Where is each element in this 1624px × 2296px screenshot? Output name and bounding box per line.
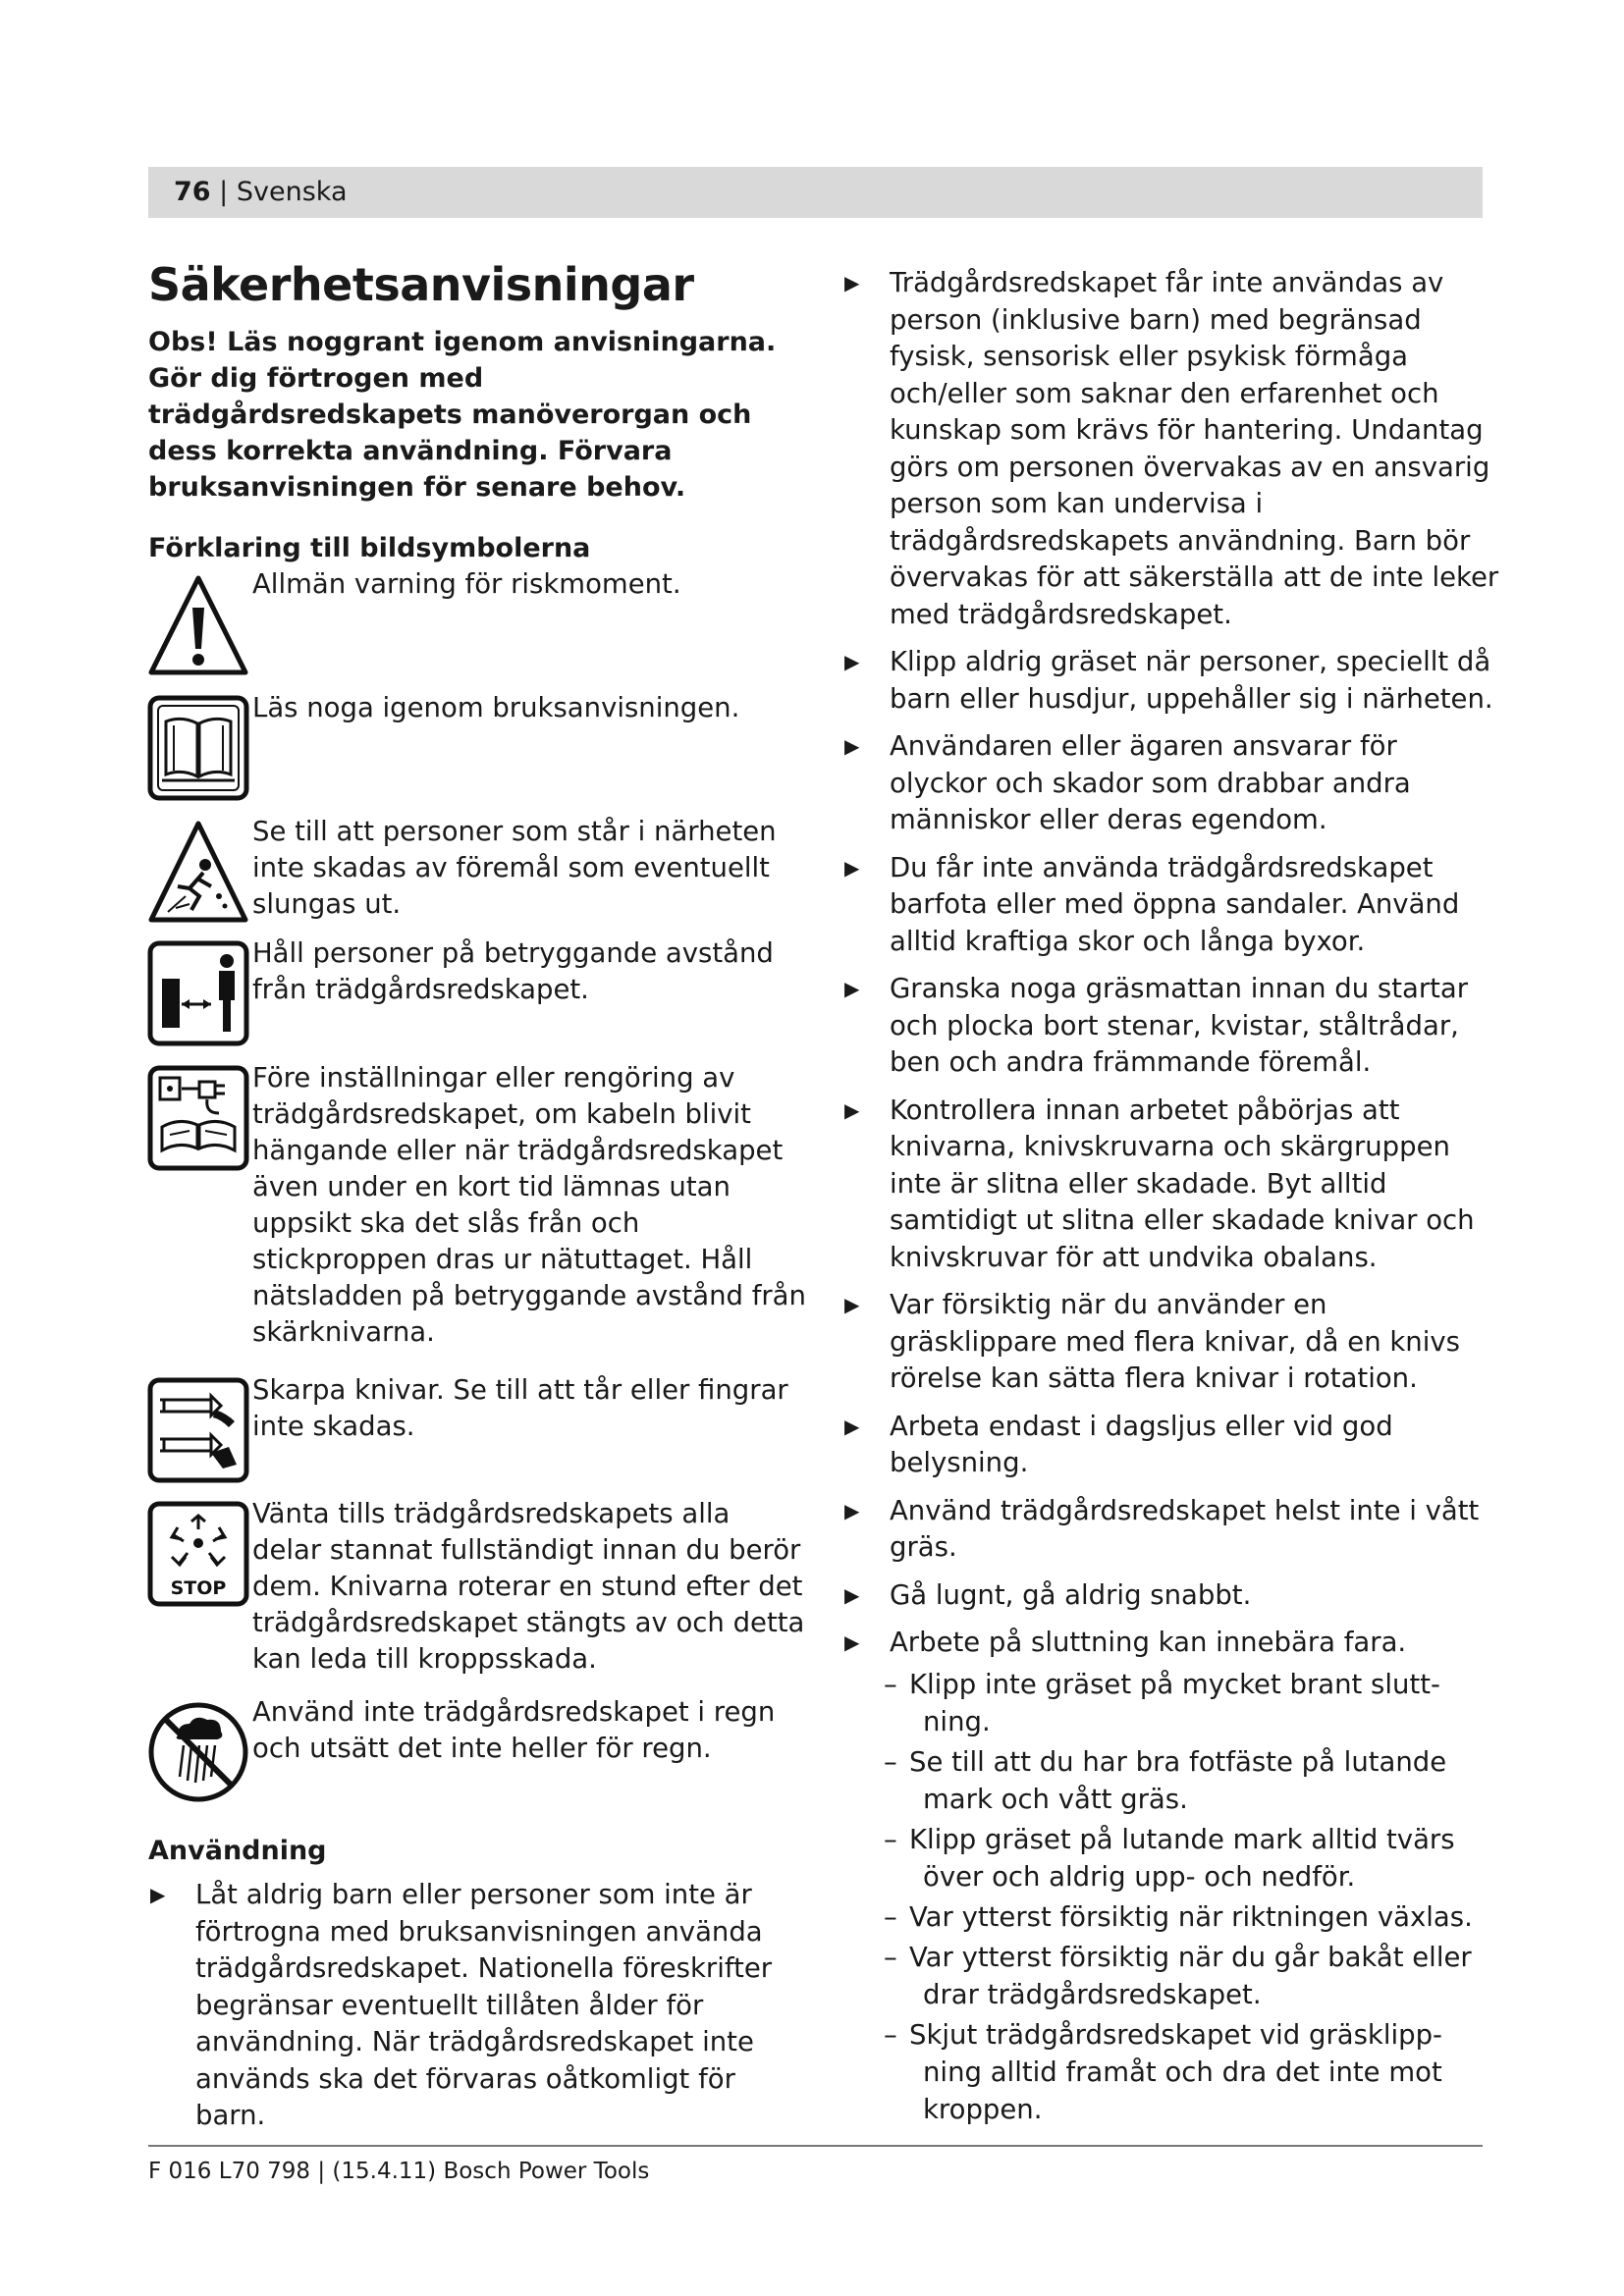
safety-bullet: [842, 644, 1500, 718]
dash-line: ning.: [923, 1705, 991, 1737]
right-column: [842, 265, 1500, 2131]
dash-glyph: –: [884, 1941, 897, 1973]
dash-line: drar trädgårdsredskapet.: [923, 1978, 1262, 2010]
bullet-text: Arbeta endast i dagsljus eller vid god belysning.: [890, 1410, 1393, 1478]
dash-line: Klipp inte gräset på mycket brant slutt-: [909, 1668, 1440, 1700]
usage-heading: Användning: [148, 1836, 327, 1866]
slope-dash-item: [842, 1743, 1500, 1818]
stop-label: STOP: [170, 1577, 227, 1599]
symbols-heading: Förklaring till bildsymbolerna: [148, 533, 591, 563]
page-title: Säkerhetsanvisningar: [148, 258, 694, 311]
bullet-text: Trädgårdsredskapet får inte användas av person (inklusive barn) med begränsad fysisk, sensorisk eller psykisk förmåga och/eller som saknar den erfarenhet och kunskap som krävs för hantering. Undantag görs om personen övervakas av en ansvarig person som kan undervisa i trädgårdsredskapets användning. Barn bör övervakas för att säkerställa att de inte leker med trädgårdsredskapet.: [890, 267, 1499, 630]
bullet-text: Klipp aldrig gräset när personer, speciellt då barn eller husdjur, uppehåller sig i närheten.: [890, 646, 1493, 715]
symbol-row: [148, 1698, 806, 1824]
safety-bullet: [842, 1625, 1500, 1662]
bullet-text: Låt aldrig barn eller personer som inte är förtrogna med bruksanvisningen använda trädgårdsredskapet. Nationella föreskrifter begränsar eventuellt tillåten ålder för användning. När trädgårdsredskapet inte används ska det förvaras oåtkomligt för barn.: [195, 1879, 773, 2131]
dash-line: Var ytterst försiktig när du går bakåt eller: [909, 1941, 1472, 1973]
bullet-text: Användaren eller ägaren ansvarar för olyckor och skador som drabbar andra människor eller deras egendom.: [890, 730, 1411, 835]
safety-bullet: [842, 1093, 1500, 1277]
header-text: [174, 177, 348, 208]
symbol-text: Läs noga igenom bruksanvisningen.: [252, 692, 740, 723]
bullet-text: Granska noga gräsmattan innan du startar och plocka bort stenar, kvistar, ståltrådar, ben och andra främmande föremål.: [890, 973, 1469, 1078]
slope-dash-item: [842, 1666, 1500, 1740]
bullet-arrow-icon: ▶: [844, 1293, 860, 1316]
slope-dash-item: [842, 1821, 1500, 1896]
bullet-arrow-icon: ▶: [844, 734, 860, 758]
safety-bullet: [842, 1409, 1500, 1482]
bullet-text: Kontrollera innan arbetet påbörjas att knivarna, knivskruvarna och skärgruppen inte är slitna eller skadade. Byt alltid samtidigt ut slitna eller skadade knivar och knivskruvar för att undvika obalans.: [890, 1094, 1475, 1273]
dash-text: [909, 1939, 1500, 2013]
dash-line: Se till att du har bra fotfäste på lutande: [909, 1745, 1447, 1778]
no-rain-icon: [146, 1698, 252, 1808]
slope-dash-item: [842, 1898, 1500, 1936]
page-header: [148, 167, 1483, 218]
safety-bullet: [842, 850, 1500, 961]
dash-glyph: –: [884, 1900, 897, 1933]
safety-bullet: [842, 1287, 1500, 1398]
slope-dash-item: [842, 1939, 1500, 2013]
symbol-text: Vänta tills trädgårdsredskapets alla delar stannat fullständigt innan du berör dem. Knivarna roterar en stund efter det trädgårdsredskapet stängts av och detta kan leda till kroppsskada.: [252, 1498, 805, 1675]
symbol-row: [148, 818, 806, 930]
symbol-row: [148, 1376, 806, 1490]
footer-text: F 016 L70 798 | (15.4.11) Bosch Power Tools: [148, 2159, 650, 2184]
bullet-arrow-icon: ▶: [844, 1097, 860, 1122]
symbol-text: Se till att personer som står i närheten inte skadas av föremål som eventuellt slungas ut.: [252, 816, 777, 920]
dash-text: [909, 1666, 1500, 1740]
bullet-arrow-icon: ▶: [150, 1883, 166, 1906]
dash-line: mark och vått gräs.: [923, 1783, 1188, 1815]
warning-triangle-icon: [146, 570, 252, 680]
thrown-objects-icon: [146, 818, 252, 928]
dash-line: ning alltid framåt och dra det inte mot kroppen.: [923, 2056, 1442, 2125]
symbol-row: [148, 1064, 806, 1366]
dash-glyph: –: [884, 1745, 897, 1778]
bullet-text: Arbete på sluttning kan innebära fara.: [890, 1627, 1407, 1658]
bullet-text: Du får inte använda trädgårdsredskapet barfota eller med öppna sandaler. Använd alltid kraftiga skor och långa byxor.: [890, 851, 1460, 957]
slope-dash-item: [842, 2016, 1500, 2128]
unplug-before-maintenance-icon: [146, 1064, 252, 1174]
bullet-arrow-icon: ▶: [844, 1630, 860, 1654]
symbol-text: Håll personer på betryggande avstånd från trädgårdsredskapet.: [252, 937, 774, 1005]
bullet-arrow-icon: ▶: [844, 855, 860, 880]
left-column: [148, 257, 806, 2146]
dash-glyph: –: [884, 2018, 897, 2051]
bullet-text: Var försiktig när du använder en gräsklippare med flera knivar, då en knivs rörelse kan sätta flera knivar i rotation.: [890, 1289, 1460, 1394]
safety-bullet: [842, 265, 1500, 633]
safety-bullet: [842, 971, 1500, 1082]
dash-text: [909, 1821, 1500, 1896]
header-separator: |: [219, 177, 229, 207]
dash-line: Klipp gräset på lutande mark alltid tvärs: [909, 1823, 1455, 1855]
dash-text: [909, 1898, 1500, 1936]
header-language: Svenska: [236, 177, 348, 207]
dash-glyph: –: [884, 1823, 897, 1855]
usage-bullet: [148, 1877, 806, 2135]
bullet-arrow-icon: ▶: [844, 1414, 860, 1438]
bullet-text: Använd trädgårdsredskapet helst inte i vått gräs.: [890, 1494, 1480, 1563]
dash-line: Skjut trädgårdsredskapet vid gräsklipp-: [909, 2018, 1442, 2051]
symbol-text: Använd inte trädgårdsredskapet i regn och utsätt det inte heller för regn.: [252, 1696, 776, 1764]
footer-divider: [148, 2145, 1483, 2147]
safety-bullet: [842, 728, 1500, 839]
symbol-text: Före inställningar eller rengöring av trädgårdsredskapet, om kabeln blivit hängande eller när trädgårdsredskapet även under en kort tid lämnas utan uppsikt ska det slås från och stickproppen dras ur nätuttaget. Håll nätsladden på betryggande avstånd från skärknivarna.: [252, 1062, 806, 1348]
dash-text: [909, 1743, 1500, 1818]
symbol-row: [148, 570, 806, 684]
symbol-row: [148, 1500, 806, 1688]
bullet-arrow-icon: ▶: [844, 977, 860, 1000]
bullet-arrow-icon: ▶: [844, 271, 860, 294]
symbol-text: Skarpa knivar. Se till att tår eller fingrar inte skadas.: [252, 1374, 788, 1442]
keep-distance-icon: [146, 939, 252, 1049]
safety-bullet: [842, 1493, 1500, 1567]
safety-bullet: [842, 1577, 1500, 1615]
bullet-arrow-icon: ▶: [844, 1582, 860, 1607]
dash-line: Var ytterst försiktig när riktningen växlas.: [909, 1900, 1473, 1933]
symbol-row: [148, 694, 806, 808]
bullet-text: Gå lugnt, gå aldrig snabbt.: [890, 1578, 1252, 1611]
dash-text: [909, 2016, 1500, 2128]
intro-note: Obs! Läs noggrant igenom anvisningarna. Gör dig förtrogen med trädgårdsredskapets manöverorgan och dess korrekta användning. Förvara bruksanvisningen för senare behov.: [148, 327, 777, 503]
manual-book-icon: [146, 694, 252, 804]
symbol-row: [148, 939, 806, 1054]
dash-line: över och aldrig upp- och nedför.: [923, 1860, 1356, 1893]
page-number: 76: [174, 177, 211, 207]
dash-glyph: –: [884, 1668, 897, 1700]
bullet-arrow-icon: ▶: [844, 1498, 860, 1522]
sharp-blades-icon: [146, 1376, 252, 1486]
stop-rotation-icon: [146, 1500, 252, 1610]
symbol-text: Allmän varning för riskmoment.: [252, 568, 681, 600]
bullet-arrow-icon: ▶: [844, 650, 860, 673]
